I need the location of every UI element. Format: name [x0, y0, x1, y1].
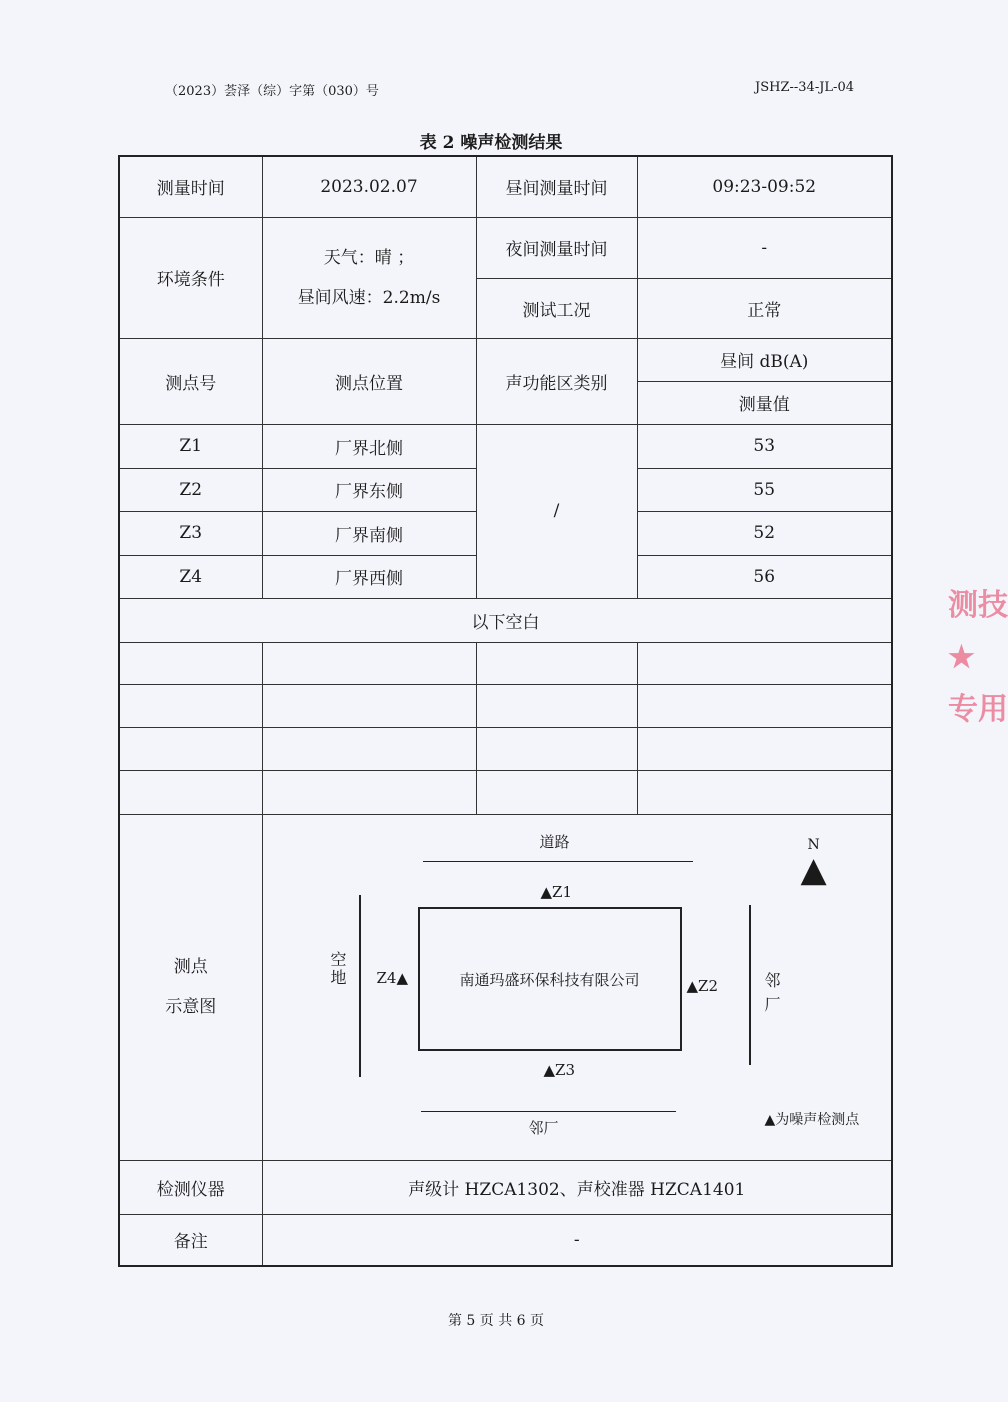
remarks-value: -: [262, 1214, 892, 1266]
zone-value: /: [476, 424, 637, 598]
zone-header: 声功能区类别: [476, 338, 637, 424]
blank-note: 以下空白: [119, 598, 892, 642]
point-value: 53: [637, 424, 892, 468]
instrument-value: 声级计 HZCA1302、声校准器 HZCA1401: [262, 1160, 892, 1214]
point-value: 55: [637, 468, 892, 511]
stamp-text-top: 测技: [948, 588, 1008, 623]
site-diagram-cell: [262, 814, 892, 1160]
empty-row: [119, 684, 892, 727]
north-indicator: [800, 836, 827, 890]
z2-marker: ▲Z2: [686, 976, 719, 995]
z3-marker: ▲Z3: [543, 1060, 576, 1079]
point-no: Z2: [119, 468, 262, 511]
table-title: [0, 128, 992, 153]
weather-text: 天气：晴 ；: [323, 247, 415, 268]
north-arrow-icon: ▲: [800, 849, 827, 890]
report-number: （2023）荟泽（综）字第（030）号: [165, 84, 379, 99]
stamp-text-bottom: 专用: [948, 692, 1008, 727]
noise-result-table: [118, 155, 893, 1267]
table-row: [119, 598, 892, 642]
measured-header: 测量值: [637, 381, 892, 424]
condition-value: 正常: [637, 278, 892, 338]
point-loc: 厂界北侧: [262, 424, 476, 468]
east-boundary-line: [749, 905, 751, 1065]
measure-date-label: 测量时间: [119, 156, 262, 217]
seal-stamp: [948, 580, 1008, 780]
south-boundary-line: [421, 1111, 676, 1112]
company-name: 南通玛盛环保科技有限公司: [459, 970, 640, 989]
point-loc: 厂界西侧: [262, 555, 476, 598]
east-neighbor-label: 邻厂: [764, 970, 781, 1014]
env-label: 环境条件: [119, 217, 262, 338]
empty-row: [119, 770, 892, 814]
point-loc: 厂界东侧: [262, 468, 476, 511]
diagram-label-line2: 示意图: [165, 997, 217, 1017]
point-no: Z4: [119, 555, 262, 598]
company-boundary-box: [418, 907, 682, 1051]
measure-date-value: 2023.02.07: [262, 156, 476, 217]
south-neighbor-label: 邻厂: [528, 1118, 559, 1137]
remarks-label: 备注: [119, 1214, 262, 1266]
table-row: [119, 156, 892, 217]
point-no-header: 测点号: [119, 338, 262, 424]
point-value: 52: [637, 511, 892, 555]
env-values: [262, 217, 476, 338]
empty-row: [119, 642, 892, 684]
site-diagram: [263, 815, 892, 1159]
condition-label: 测试工况: [476, 278, 637, 338]
day-time-label: 昼间测量时间: [476, 156, 637, 217]
point-loc-header: 测点位置: [262, 338, 476, 424]
stamp-star-icon: ★: [948, 640, 975, 675]
table-row: [119, 1214, 892, 1266]
z4-marker: Z4▲: [376, 968, 409, 987]
day-db-header: 昼间 dB(A): [637, 338, 892, 381]
diagram-label-line1: 测点: [173, 957, 208, 977]
diagram-label: [119, 814, 262, 1160]
road-line: [423, 861, 693, 862]
point-no: Z1: [119, 424, 262, 468]
form-code: JSHZ--34-JL-04: [755, 80, 854, 95]
table-row: [119, 424, 892, 468]
point-loc: 厂界南侧: [262, 511, 476, 555]
table-title-text: 表 2 噪声检测结果: [419, 133, 563, 153]
night-time-label: 夜间测量时间: [476, 217, 637, 278]
vacant-land-label: 空地: [330, 949, 347, 987]
road-label: 道路: [539, 832, 570, 851]
point-value: 56: [637, 555, 892, 598]
day-time-value: 09:23-09:52: [637, 156, 892, 217]
legend: ▲为噪声检测点: [764, 1111, 860, 1128]
west-boundary-line: [359, 895, 361, 1077]
instrument-label: 检测仪器: [119, 1160, 262, 1214]
point-no: Z3: [119, 511, 262, 555]
table-row: [119, 338, 892, 381]
z1-marker: ▲Z1: [540, 882, 573, 901]
wind-text: 昼间风速：2.2m/s: [297, 287, 441, 308]
table-row: [119, 1160, 892, 1214]
table-row: [119, 814, 892, 1160]
north-label: N: [807, 836, 820, 853]
page-number: 第 5 页 共 6 页: [447, 1313, 545, 1329]
night-time-value: -: [637, 217, 892, 278]
empty-row: [119, 727, 892, 770]
table-row: [119, 217, 892, 278]
